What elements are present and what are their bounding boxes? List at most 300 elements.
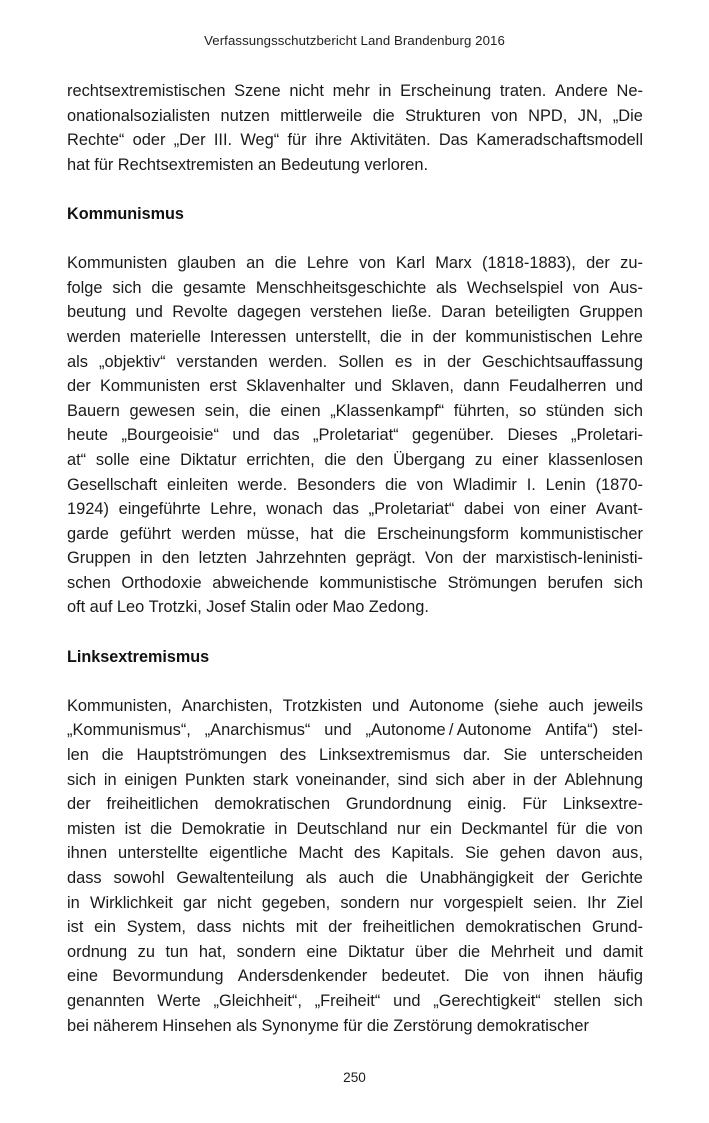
word: von — [416, 475, 444, 494]
text-line — [67, 153, 643, 178]
word: „objektiv“ — [99, 352, 166, 371]
word: werden — [67, 327, 121, 346]
word: dass — [196, 918, 232, 937]
word: Zedong. — [368, 598, 429, 617]
word: rechtsextremistischen — [67, 82, 226, 100]
word: die — [274, 254, 297, 273]
heading-kommunismus: Kommunismus — [67, 204, 184, 223]
word: Feudalherren — [508, 377, 607, 396]
word: Ne- — [616, 82, 643, 100]
word: Erscheinungsform — [376, 524, 510, 543]
word: „Kommunismus“, — [67, 721, 191, 740]
word: Andere — [555, 82, 608, 100]
word: ließe. — [391, 303, 432, 322]
paragraph-kommunismus — [67, 251, 643, 620]
word: Aus- — [609, 278, 643, 297]
word: „Die — [612, 106, 643, 125]
word: zu — [137, 942, 155, 961]
word: Andersdenkender — [237, 967, 368, 986]
word: und — [324, 721, 352, 740]
word: aber — [472, 770, 506, 789]
word: Gruppen — [67, 549, 131, 568]
word: als — [236, 1016, 258, 1035]
word: Lenin — [545, 475, 586, 494]
word: sich — [67, 770, 97, 789]
word: nur — [409, 893, 434, 912]
word: Lehre — [600, 327, 643, 346]
word: die — [248, 401, 271, 420]
paragraph-spacer — [67, 669, 643, 694]
word: Szene — [234, 82, 281, 100]
word: „Freiheit“ — [314, 991, 381, 1010]
word: Kapitals. — [391, 844, 455, 863]
word: gehen — [499, 844, 546, 863]
word: eingeführte — [118, 500, 201, 519]
word: Diktatur — [347, 942, 405, 961]
word: sowohl — [113, 869, 165, 887]
word: der — [462, 549, 487, 568]
word: über — [414, 942, 448, 961]
word: oft — [67, 598, 86, 617]
word: stünden — [545, 401, 605, 420]
word: Sollen — [338, 352, 384, 371]
word: Kommunisten — [67, 254, 168, 273]
word: onationalsozialisten — [67, 106, 211, 125]
word: wonach — [266, 500, 323, 519]
word: at“ — [67, 450, 87, 469]
word: dar. — [463, 746, 491, 765]
word: Mao — [332, 598, 365, 617]
word: Autonome — [409, 696, 484, 715]
word: zu- — [620, 254, 643, 273]
word: einig. — [467, 795, 507, 814]
word: Unabhängigkeit — [419, 869, 534, 887]
word: Grundordnung — [345, 795, 452, 814]
word: Sie — [503, 746, 528, 765]
word: Ihr — [587, 893, 607, 912]
word: „Der — [173, 131, 206, 150]
word: klassenlosen — [548, 450, 643, 469]
word: freiheitlichen — [106, 795, 199, 814]
word: vorgespielt — [443, 893, 523, 912]
word: führten, — [453, 401, 510, 420]
word: der — [67, 795, 91, 814]
word: des — [354, 844, 381, 863]
word: und — [135, 303, 163, 322]
word: Linksextremismus — [319, 746, 451, 765]
word: in — [423, 352, 437, 371]
word: stark — [252, 770, 289, 789]
text-line — [67, 915, 643, 940]
word: nutzen — [220, 106, 270, 125]
word: erst — [209, 377, 237, 396]
word: von — [616, 819, 643, 838]
word: in — [274, 819, 288, 838]
word: aus, — [611, 844, 643, 863]
word: einer — [549, 500, 587, 519]
word: und — [372, 696, 400, 715]
word: ein — [429, 819, 452, 838]
word: beteiligten — [495, 303, 570, 322]
word: mit — [295, 918, 318, 937]
word: voneinander, — [296, 770, 390, 789]
word: hat — [67, 155, 90, 174]
word: nur — [396, 819, 421, 838]
word: Kameradschaftsmodell — [476, 131, 643, 150]
word: solle — [95, 450, 130, 469]
word: Sie — [465, 844, 489, 863]
word: die — [151, 278, 174, 297]
word: Wirklichkeit — [89, 893, 173, 912]
word: Anarchisten, — [181, 696, 273, 715]
word: dass — [67, 869, 102, 887]
word: hat — [310, 524, 334, 543]
word: tun — [165, 942, 189, 961]
word: Ablehnung — [564, 770, 643, 789]
word: werden. — [268, 352, 328, 371]
text-line — [67, 571, 643, 596]
word: folge — [67, 278, 103, 297]
word: die — [385, 869, 408, 887]
word: so — [518, 401, 537, 420]
word: III. — [213, 131, 233, 150]
word: ordnung — [67, 942, 128, 961]
word: (1818-1883), — [482, 254, 576, 273]
word: Lehre, — [210, 500, 257, 519]
word: Bevormundung — [112, 967, 224, 986]
word: Trotzki, — [148, 598, 202, 617]
word: ihnen — [67, 844, 108, 863]
word: kommunistischer — [520, 524, 643, 543]
text-line — [67, 792, 643, 817]
word: eine — [306, 942, 338, 961]
word: ein — [94, 918, 117, 937]
text-line — [67, 251, 643, 276]
word: der — [328, 918, 352, 937]
word: bedeutet. — [381, 967, 450, 986]
word: die — [585, 819, 608, 838]
text-line — [67, 128, 643, 153]
word: sein, — [204, 401, 240, 420]
paragraph-linksextremismus — [67, 694, 643, 1038]
word: (siehe — [493, 696, 539, 715]
text-line — [67, 423, 643, 448]
paragraph-spacer — [67, 227, 643, 252]
text-line — [67, 350, 643, 375]
word: Gesellschaft — [67, 475, 158, 494]
word: Weg“ — [240, 131, 280, 150]
word: verstehen — [310, 303, 383, 322]
word: seien. — [533, 893, 577, 912]
word: Jahrzehnten — [256, 549, 347, 568]
word: demokratischer — [476, 1016, 589, 1035]
word: für — [556, 819, 577, 838]
word: ist — [124, 819, 141, 838]
paragraph-rechtsextremismus-continued — [67, 79, 643, 177]
word: sich — [613, 401, 643, 420]
word: näherem — [93, 1016, 158, 1035]
word: für — [287, 131, 307, 150]
word: müsse, — [246, 524, 300, 543]
word: Synonyme — [261, 1016, 339, 1035]
word: abweichende — [212, 573, 309, 592]
word: einen — [280, 401, 321, 420]
word: geführt — [119, 524, 171, 543]
word: von — [503, 967, 530, 986]
word: Übergang — [393, 450, 466, 469]
word: Macht — [298, 844, 344, 863]
word: „Autonome / Autonome — [365, 721, 532, 740]
word: in — [67, 893, 80, 912]
word: oder — [132, 131, 166, 150]
word: sich — [613, 991, 643, 1010]
word: in — [512, 770, 526, 789]
word: an — [257, 155, 277, 174]
text-line — [67, 768, 643, 793]
word: dagegen — [237, 303, 301, 322]
text-line — [67, 300, 643, 325]
word: mittlerweile — [280, 106, 363, 125]
word: glauben — [177, 254, 236, 273]
word: gewesen — [129, 401, 196, 420]
word: NPD, — [528, 106, 568, 125]
word: als — [67, 352, 88, 371]
word: Antifa“) — [545, 721, 599, 740]
word: stellen — [553, 991, 601, 1010]
word: nicht — [216, 893, 252, 912]
word: der — [432, 327, 457, 346]
word: für — [94, 155, 114, 174]
word: Deutschland — [296, 819, 388, 838]
word: Von — [425, 549, 454, 568]
text-line — [67, 325, 643, 350]
text-line — [67, 104, 643, 129]
word: stel- — [612, 721, 643, 740]
word: Ziel — [616, 893, 643, 912]
word: der — [447, 352, 471, 371]
word: sich — [613, 573, 643, 592]
text-line — [67, 522, 643, 547]
text-line — [67, 817, 643, 842]
word: garde — [67, 524, 109, 543]
word: der — [533, 770, 557, 789]
word: in — [410, 327, 424, 346]
word: schen — [67, 573, 111, 592]
text-line — [67, 866, 643, 891]
word: die — [150, 819, 173, 838]
word: Bauern — [67, 401, 120, 420]
text-line — [67, 595, 643, 620]
word: 1924) — [67, 500, 109, 519]
word: Zerstörung — [393, 1016, 473, 1035]
word: die — [101, 746, 124, 765]
word: Wechselspiel — [466, 278, 564, 297]
word: als — [305, 869, 327, 887]
word: ist — [67, 918, 84, 937]
word: unterstellt, — [295, 327, 371, 346]
word: „Proletariat“ — [368, 500, 455, 519]
word: Sklaven, — [391, 377, 454, 396]
word: das — [273, 426, 300, 445]
text-line — [67, 276, 643, 301]
word: ihre — [314, 131, 343, 150]
text-line — [67, 79, 643, 104]
word: Dieses — [507, 426, 558, 445]
word: freiheitlichen — [362, 918, 455, 937]
word: Marx — [435, 254, 472, 273]
word: Kommunisten — [99, 377, 201, 396]
word: JN, — [577, 106, 603, 125]
word: verloren. — [364, 155, 429, 174]
word: Kommunisten, — [67, 696, 172, 715]
text-line — [67, 546, 643, 571]
word: unterscheiden — [539, 746, 643, 765]
text-line — [67, 374, 643, 399]
word: Aktivitäten. — [350, 131, 431, 150]
word: genannten — [67, 991, 145, 1010]
word: nichts — [242, 918, 285, 937]
word: eigentliche — [209, 844, 288, 863]
word: Rechte“ — [67, 131, 125, 150]
heading-linksextremismus: Linksextremismus — [67, 647, 210, 666]
text-line — [67, 743, 643, 768]
word: gegeben, — [261, 893, 331, 912]
word: dabei — [463, 500, 505, 519]
word: und — [393, 991, 421, 1010]
word: in — [378, 82, 392, 100]
word: Deckmantel — [461, 819, 548, 838]
word: dann — [463, 377, 500, 396]
word: Die — [464, 967, 489, 986]
word: davon — [556, 844, 601, 863]
word: den — [162, 549, 190, 568]
word: und — [354, 377, 382, 396]
word: gesamte — [183, 278, 246, 297]
word: und — [232, 426, 260, 445]
word: Lehre — [306, 254, 349, 273]
word: Linksextre- — [562, 795, 643, 814]
text-line — [67, 497, 643, 522]
word: Leo — [116, 598, 145, 617]
word: Trotzkisten — [282, 696, 363, 715]
word: der — [67, 377, 91, 396]
word: gegenüber. — [412, 426, 495, 445]
word: eine — [67, 967, 98, 986]
word: Interessen — [209, 327, 287, 346]
text-line — [67, 891, 643, 916]
word: len — [67, 746, 89, 765]
word: Für — [522, 795, 547, 814]
word: Geschichtsauffassung — [481, 352, 643, 371]
text-line — [67, 718, 643, 743]
word: Diktatur — [180, 450, 237, 469]
word: die — [458, 942, 481, 961]
word: Gewaltenteilung — [176, 869, 294, 887]
word: ihnen — [543, 967, 584, 986]
word: und — [615, 377, 643, 396]
word: kommunistischen — [465, 327, 592, 346]
word: Mehrheit — [490, 942, 555, 961]
word: oder — [295, 598, 329, 617]
word: beutung — [67, 303, 127, 322]
word: von — [359, 254, 386, 273]
word: des — [279, 746, 307, 765]
word: die — [380, 327, 402, 346]
word: sondern — [340, 893, 400, 912]
word: „Gerechtigkeit“ — [433, 991, 541, 1010]
text-line — [67, 448, 643, 473]
running-header: Verfassungsschutzbericht Land Brandenburg 2016 — [204, 33, 505, 48]
word: Werte — [157, 991, 201, 1010]
word: verstanden — [176, 352, 258, 371]
word: einer — [501, 450, 539, 469]
text-line — [67, 1014, 643, 1039]
word: Erscheinung — [400, 82, 492, 100]
paragraph-spacer — [67, 620, 643, 645]
word: zu — [474, 450, 493, 469]
word: geprägt. — [355, 549, 416, 568]
word: sondern — [236, 942, 296, 961]
word: marxistisch-leninisti- — [495, 549, 643, 568]
word: von — [513, 500, 541, 519]
word: die — [385, 475, 408, 494]
word: in — [103, 770, 117, 789]
word: Karl — [395, 254, 425, 273]
word: Orthodoxie — [121, 573, 202, 592]
word: sich — [112, 278, 142, 297]
word: Stalin — [249, 598, 291, 617]
word: Gruppen — [579, 303, 643, 322]
word: damit — [602, 942, 643, 961]
word: sich — [435, 770, 465, 789]
word: die — [372, 106, 395, 125]
word: Punkten — [184, 770, 246, 789]
word: misten — [67, 819, 116, 838]
word: demokratischen — [465, 918, 582, 937]
word: werde. — [237, 475, 288, 494]
word: bei — [67, 1016, 89, 1035]
word: Wladimir — [453, 475, 517, 494]
word: Das — [438, 131, 468, 150]
word: heute — [67, 426, 109, 445]
word: Gerichte — [580, 869, 643, 887]
text-line — [67, 694, 643, 719]
word: errichten, — [246, 450, 315, 469]
word: Hinsehen — [162, 1016, 232, 1035]
word: Menschheitsgeschichte — [255, 278, 427, 297]
word: die — [344, 524, 366, 543]
word: sind — [397, 770, 428, 789]
word: materielle — [129, 327, 201, 346]
word: den — [356, 450, 384, 469]
word: eine — [139, 450, 171, 469]
word: „Proletariat“ — [313, 426, 399, 445]
word: häufig — [598, 967, 643, 986]
word: Strukturen — [405, 106, 481, 125]
word: als — [436, 278, 457, 297]
word: der — [586, 254, 610, 273]
word: auch — [338, 869, 375, 887]
word: auch — [548, 696, 584, 715]
word: I. — [526, 475, 536, 494]
word: Rechtsextremisten — [117, 155, 254, 174]
word: Hauptströmungen — [136, 746, 267, 765]
text-line — [67, 989, 643, 1014]
word: „Bourgeoisie“ — [121, 426, 219, 445]
text-column — [67, 79, 643, 1038]
word: hat, — [198, 942, 227, 961]
word: Grund- — [591, 918, 643, 937]
